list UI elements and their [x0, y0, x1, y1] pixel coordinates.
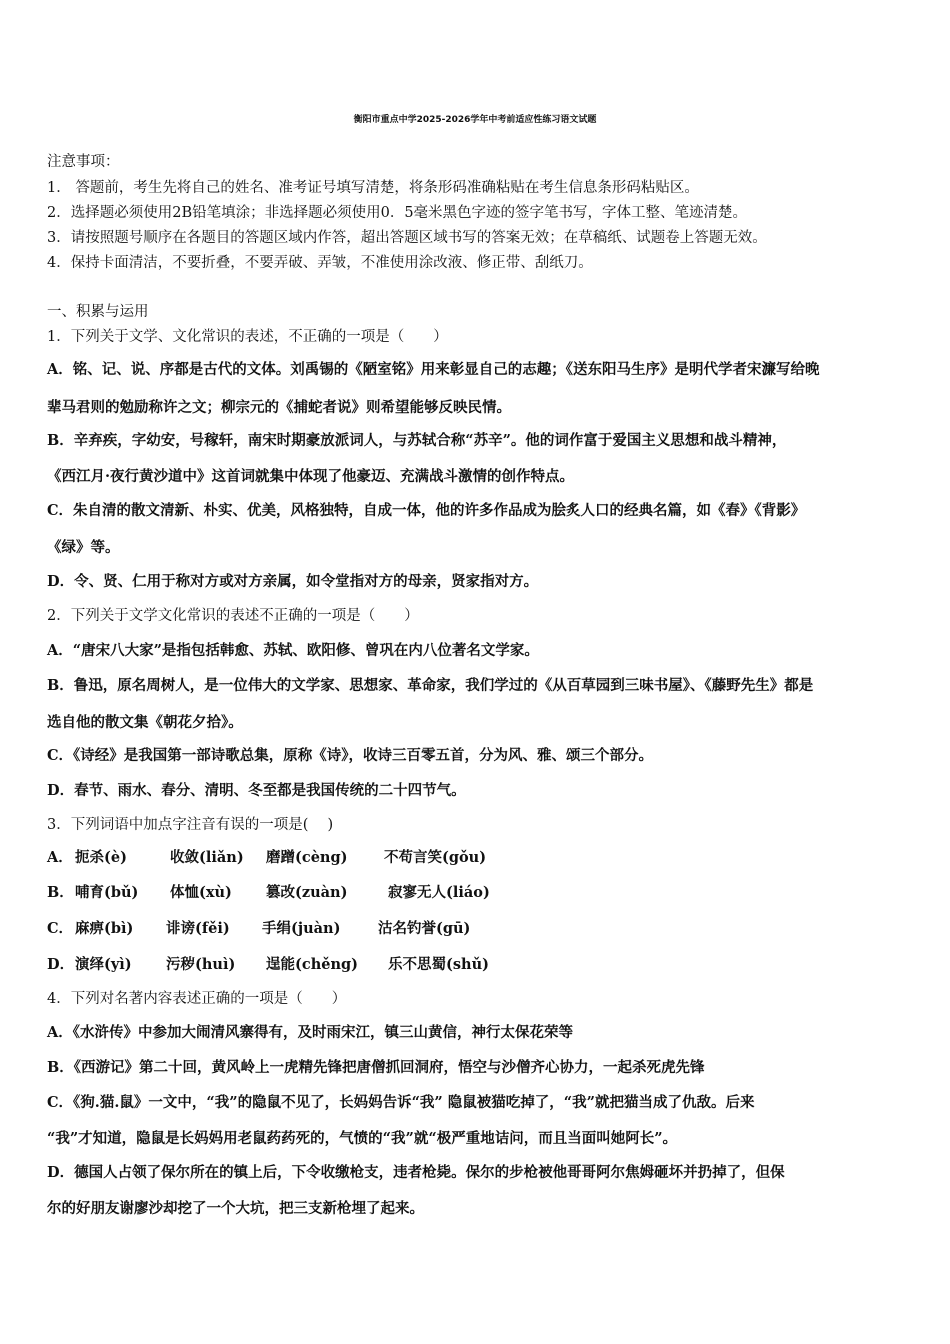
q3-word: 不苟言笑(gǒu): [384, 849, 487, 866]
q3-word: 体恤(xù): [170, 884, 232, 901]
q1-option-b: B．辛弃疾，字幼安，号稼轩，南宋时期豪放派词人，与苏轼合称“苏辛”。他的词作富于爱国主义思想和战斗精神，: [47, 432, 787, 449]
q3-row-label: C．: [47, 920, 74, 937]
q4-option-c-cont: “我”才知道，隐鼠是长妈妈用老鼠药药死的，气愤的“我”就“极严重地诘问，而且当面叫她阿长”。: [47, 1130, 678, 1147]
q2-option-a: A．“唐宋八大家”是指包括韩愈、苏轼、欧阳修、曾巩在内八位著名文学家。: [47, 642, 539, 659]
q3-row-label: A．: [47, 849, 73, 866]
q3-word: 哺育(bǔ): [75, 884, 139, 901]
q2-option-d: D．春节、雨水、春分、清明、冬至都是我国传统的二十四节气。: [47, 782, 466, 799]
q3-word: 麻痹(bì): [75, 920, 134, 937]
q3-word: 诽谤(fěi): [166, 920, 230, 937]
question-2-stem: 2．下列关于文学文化常识的表述不正确的一项是（ ）: [47, 608, 419, 624]
question-3-stem: 3．下列词语中加点字注音有误的一项是( ): [47, 817, 334, 833]
q4-option-d-cont: 尔的好朋友谢廖沙却挖了一个大坑，把三支新枪埋了起来。: [47, 1200, 424, 1217]
page-title: 衡阳市重点中学2025-2026学年中考前适应性练习语文试题: [353, 115, 597, 125]
q2-option-b: B．鲁迅，原名周树人，是一位伟大的文学家、思想家、革命家，我们学过的《从百草园到三味书屋》、《藤野先生》都是: [47, 677, 814, 694]
q2-option-b-cont: 选自他的散文集《朝花夕拾》。: [47, 714, 243, 731]
q1-option-c: C．朱自清的散文清新、朴实、优美，风格独特，自成一体，他的许多作品成为脍炙人口的经典名篇，如《春》《背影》: [47, 502, 806, 519]
q3-word: 磨蹭(cèng): [266, 849, 348, 866]
q3-word: 逞能(chěng): [266, 956, 358, 973]
notice-heading: 注意事项：: [47, 154, 120, 170]
question-4-stem: 4．下列对名著内容表述正确的一项是（ ）: [47, 991, 347, 1007]
q3-word: 乐不思蜀(shǔ): [388, 956, 489, 973]
q3-word: 扼杀(è): [75, 849, 127, 866]
q1-option-c-cont: 《绿》等。: [47, 539, 120, 556]
q1-option-a-cont: 辈马君则的勉励称许之文；柳宗元的《捕蛇者说》则希望能够反映民情。: [47, 399, 511, 416]
q3-word: 收敛(liǎn): [170, 849, 244, 866]
question-1-stem: 1．下列关于文学、文化常识的表述，不正确的一项是（ ）: [47, 329, 448, 345]
q3-word: 手绢(juàn): [262, 920, 341, 937]
q4-option-a: A．《水浒传》中参加大闹清风寨得有，及时雨宋江，镇三山黄信，神行太保花荣等: [47, 1024, 573, 1041]
q3-word: 演绎(yì): [75, 956, 132, 973]
q3-word: 沽名钓誉(gū): [378, 920, 471, 937]
q4-option-c: C．《狗.猫.鼠》一文中，“我”的隐鼠不见了，长妈妈告诉“我” 隐鼠被猫吃掉了，“我”就把猫当成了仇敌。后来: [47, 1094, 755, 1111]
q2-option-c: C．《诗经》是我国第一部诗歌总集，原称《诗》，收诗三百零五首，分为风、雅、颂三个部分。: [47, 747, 654, 764]
q3-word: 污秽(huì): [166, 956, 236, 973]
q3-row-label: B．: [47, 884, 74, 901]
q4-option-b: B．《西游记》第二十回，黄风岭上一虎精先锋把唐僧抓回洞府，悟空与沙僧齐心协力，一起杀死虎先锋: [47, 1059, 705, 1076]
q1-option-d: D．令、贤、仁用于称对方或对方亲属，如令堂指对方的母亲，贤家指对方。: [47, 573, 539, 590]
notice-item: 1． 答题前，考生先将自己的姓名、准考证号填写清楚，将条形码准确粘贴在考生信息条形码粘贴区。: [47, 180, 699, 196]
q1-option-b-cont: 《西江月·夜行黄沙道中》这首词就集中体现了他豪迈、充满战斗激情的创作特点。: [47, 468, 575, 485]
notice-item: 4．保持卡面清洁，不要折叠，不要弄破、弄皱，不准使用涂改液、修正带、刮纸刀。: [47, 255, 593, 271]
section-heading: 一、积累与运用: [47, 304, 149, 320]
q3-row-label: D．: [47, 956, 75, 973]
q1-option-a: A．铭、记、说、序都是古代的文体。刘禹锡的《陋室铭》用来彰显自己的志趣；《送东阳马生序》是明代学者宋濂写给晚: [47, 361, 820, 378]
notice-item: 3．请按照题号顺序在各题目的答题区域内作答，超出答题区域书写的答案无效；在草稿纸、试题卷上答题无效。: [47, 230, 767, 246]
notice-item: 2．选择题必须使用2B铅笔填涂；非选择题必须使用0．5毫米黑色字迹的签字笔书写，字体工整、笔迹清楚。: [47, 205, 748, 221]
q3-word: 篡改(zuàn): [266, 884, 348, 901]
q3-word: 寂寥无人(liáo): [388, 884, 490, 901]
q4-option-d: D．德国人占领了保尔所在的镇上后，下令收缴枪支，违者枪毙。保尔的步枪被他哥哥阿尔焦姆砸坏并扔掉了，但保: [47, 1164, 785, 1181]
